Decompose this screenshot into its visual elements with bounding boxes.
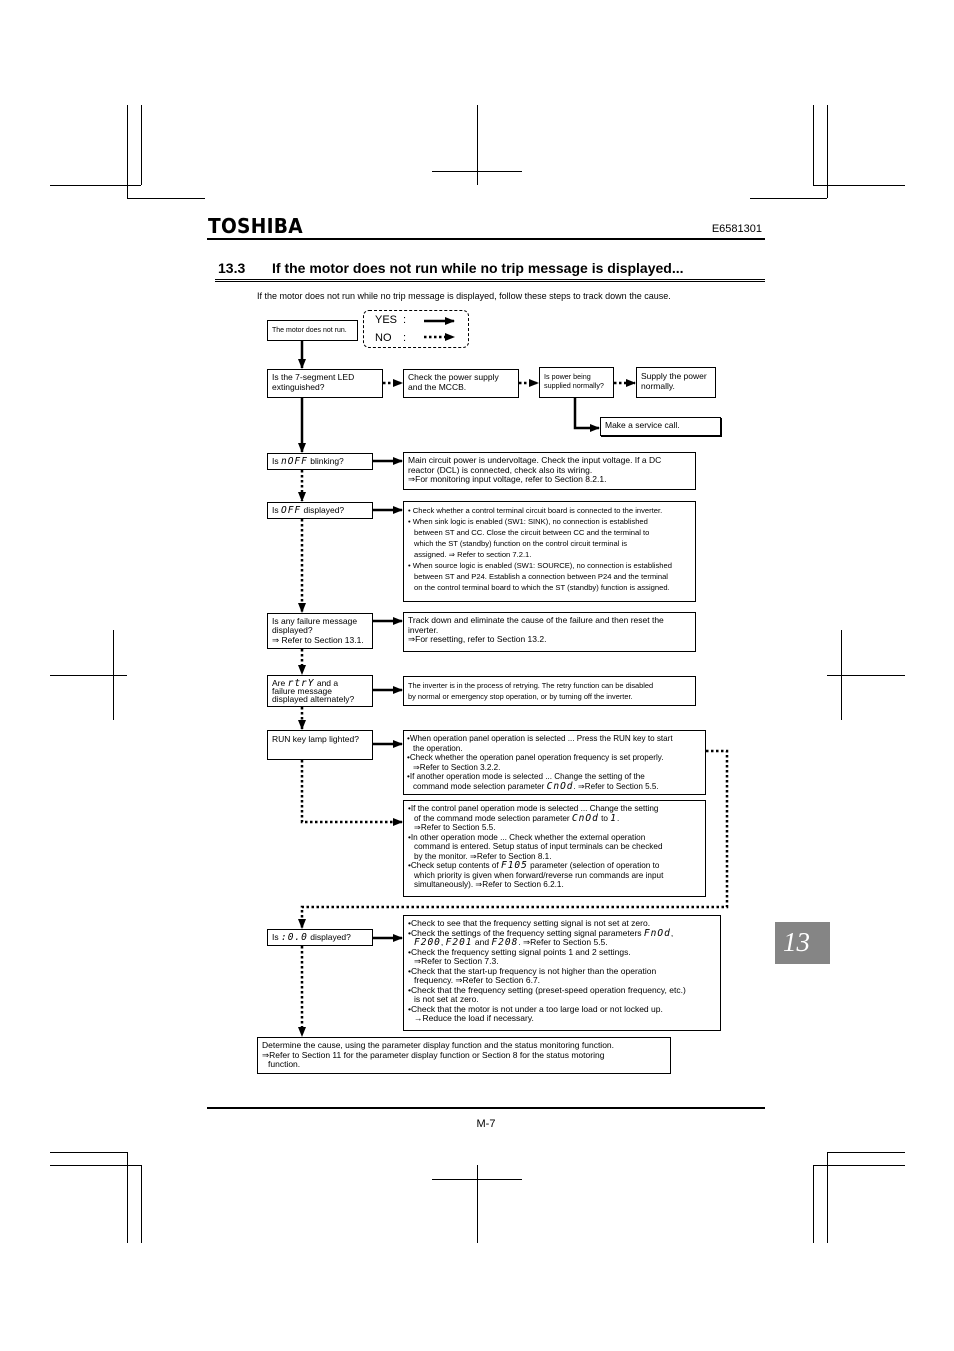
action-eliminate-failure <box>403 612 696 652</box>
crop-mark <box>827 675 905 676</box>
text-line: •Check that the frequency setting (preset-speed operation frequency, etc.) <box>408 984 686 995</box>
legend-yes-label: YES <box>375 314 398 326</box>
toshiba-logo: TOSHIBA <box>208 214 303 238</box>
action-undervoltage <box>403 452 696 490</box>
crop-mark <box>127 1152 128 1243</box>
text-line: •Check the frequency setting signal points 1 and 2 settings. <box>408 946 631 957</box>
decision-led-extinguished <box>267 369 383 398</box>
text-line: Is any failure message <box>272 616 358 626</box>
crop-mark <box>127 198 205 199</box>
action-frequency-checks <box>403 915 721 1031</box>
crop-mark <box>813 105 814 185</box>
service-call-label: Make a service call. <box>605 420 680 430</box>
text-line: frequency. ⇒Refer to Section 6.7. <box>414 975 541 985</box>
legend-no-label: NO <box>375 332 392 344</box>
text-line: between ST and P24. Establish a connection between P24 and the terminal <box>414 572 668 581</box>
text-line: • When source logic is enabled (SW1: SOURCE), no connection is established <box>408 561 672 570</box>
text-line: RUN key lamp lighted? <box>272 734 359 744</box>
action-run-lamp-yes <box>403 730 706 795</box>
lcd-code: F105 <box>500 860 528 871</box>
text-line: command mode selection parameter CnOd. ⇒Refer to Section 5.5. <box>413 780 659 792</box>
crop-mark <box>50 185 141 186</box>
crop-mark <box>813 185 905 186</box>
text-line: failure message <box>272 686 333 697</box>
text-line: •Check that the motor is not under a too large load or not locked up. <box>408 1003 663 1014</box>
text-line: is not set at zero. <box>414 994 479 1004</box>
crop-mark <box>827 1152 905 1153</box>
action-supply-power <box>636 367 716 398</box>
decision-zero-frequency <box>267 929 373 946</box>
footer-rule <box>207 1107 765 1109</box>
text-line: Supply the power <box>641 371 707 381</box>
text-line: command is entered. Setup status of input terminals can be checked <box>414 842 663 851</box>
crop-mark <box>141 1165 142 1243</box>
text-line: • Check whether a control terminal circuit board is connected to the inverter. <box>408 506 663 515</box>
lcd-code: CnOd <box>571 812 599 824</box>
no-arrow-run-to-control-panel <box>302 760 402 822</box>
text-line: Are rtrY and a <box>272 678 339 689</box>
text-line: Main circuit power is undervoltage. Check the input voltage. If a DC <box>408 455 662 465</box>
crop-mark <box>432 171 522 172</box>
action-retry-info <box>403 676 696 706</box>
text-line: simultaneously). ⇒Refer to Section 6.2.1. <box>414 880 564 889</box>
text-line: •Check the settings of the frequency setting signal parameters FnOd, <box>408 927 674 939</box>
crop-mark <box>477 1165 478 1243</box>
text-line: • When sink logic is enabled (SW1: SINK), no connection is established <box>408 517 648 526</box>
lcd-code: F201 <box>445 937 473 948</box>
text-line: •Check to see that the frequency setting signal is not set at zero. <box>408 918 651 928</box>
text-line: function. <box>268 1059 301 1069</box>
crop-mark <box>141 105 142 185</box>
text-line: Track down and eliminate the cause of the failure and then reset the <box>408 615 664 625</box>
text-line: reactor (DCL) is connected, check also its wiring. <box>408 464 593 475</box>
text-line: F200, F201 and F208. ⇒Refer to Section 5.5. <box>414 937 608 948</box>
text-line: on the control terminal board to which the ST (standby) function is assigned. <box>414 583 670 592</box>
text-line: ⇒ Refer to Section 13.1. <box>272 634 364 645</box>
lcd-code: rtrY <box>287 678 315 689</box>
text-line: displayed? <box>272 625 313 636</box>
header-rule <box>207 238 765 240</box>
text-line: by the monitor. ⇒Refer to Section 8.1. <box>414 851 552 861</box>
text-line: ⇒Refer to Section 5.5. <box>414 823 496 832</box>
decision-run-lamp <box>267 730 373 760</box>
lcd-code: OFF <box>280 505 302 516</box>
action-service-call <box>600 417 721 436</box>
text-line: •If the control panel operation mode is selected ... Change the setting <box>408 804 659 813</box>
text-line: •If another operation mode is selected ... Change the setting of the <box>407 772 645 782</box>
text-line: Determine the cause, using the parameter display function and the status monitoring function. <box>262 1040 615 1050</box>
text-line: The inverter is in the process of retrying. The retry function can be disabled <box>408 681 654 690</box>
decision-power-normal <box>539 367 614 398</box>
text-line: and the MCCB. <box>408 381 467 392</box>
legend-no-separator: : <box>403 332 407 344</box>
lcd-code: F200 <box>414 937 441 948</box>
lcd-code: 1 <box>610 812 617 824</box>
text-line: inverter. <box>408 624 439 635</box>
lcd-code: F208 <box>491 937 519 948</box>
crop-mark <box>750 198 827 199</box>
section-intro: If the motor does not run while no trip message is displayed, follow these steps to track down the cause. <box>257 291 671 301</box>
text-line: assigned. ⇒ Refer to section 7.2.1. <box>414 550 532 559</box>
yes-arrow-power-to-service <box>575 398 599 428</box>
lcd-code: CnOd <box>546 780 574 792</box>
crop-mark <box>477 105 478 185</box>
text-line: ⇒For monitoring input voltage, refer to Section 8.2.1. <box>408 474 607 485</box>
decision-noff-blinking <box>267 453 373 470</box>
lcd-code: :0.0 <box>280 932 308 943</box>
text-line: ⇒For resetting, refer to Section 13.2. <box>408 634 547 645</box>
crop-mark <box>827 1152 828 1243</box>
text-line: extinguished? <box>272 381 325 392</box>
lcd-code: nOFF <box>280 456 308 467</box>
text-line: Is power being <box>544 372 591 381</box>
text-line: •In other operation mode ... Check whether the external operation <box>408 832 646 842</box>
text-line: displayed alternately? <box>272 694 355 705</box>
text-line: •When operation panel operation is selected ... Press the RUN key to start <box>407 734 673 743</box>
document-number: E6581301 <box>711 223 762 235</box>
text-line: normally. <box>641 380 675 391</box>
decision-retry-alternating <box>267 675 373 707</box>
text-line: which the ST (standby) function on the control circuit terminal is <box>414 539 628 548</box>
start-box <box>267 320 358 341</box>
crop-mark <box>50 675 127 676</box>
text-line: Check the power supply <box>408 372 499 382</box>
action-standby-terminal <box>403 501 696 602</box>
legend <box>363 310 469 348</box>
text-line: Is OFF displayed? <box>272 505 345 516</box>
text-line: •Check setup contents of F105 parameter (selection of operation to <box>408 860 660 871</box>
legend-yes-separator: : <box>403 314 407 326</box>
text-line: the operation. <box>413 743 463 753</box>
action-determine-cause <box>257 1037 671 1074</box>
chapter-tab <box>775 922 830 964</box>
text-line: ⇒Refer to Section 3.2.2. <box>413 762 501 772</box>
section-title: If the motor does not run while no trip message is displayed... <box>272 260 684 276</box>
action-check-power-supply <box>403 369 519 398</box>
text-line: Is nOFF blinking? <box>272 456 344 467</box>
page-number: M-7 <box>476 1118 496 1130</box>
lcd-code: FnOd <box>643 927 671 939</box>
text-line: between ST and CC. Close the circuit between CC and the terminal to <box>414 528 650 537</box>
crop-mark <box>50 1152 127 1153</box>
text-line: ⇒Refer to Section 11 for the parameter display function or Section 8 for the status motoring <box>262 1049 605 1060</box>
text-line: ⇒Refer to Section 7.3. <box>414 956 499 966</box>
text-line: →Reduce the load if necessary. <box>414 1013 534 1023</box>
crop-mark <box>432 1179 522 1180</box>
section-number: 13.3 <box>218 260 246 276</box>
text-line: Is the 7-segment LED <box>272 372 355 382</box>
chapter-tab-number: 13 <box>783 927 810 957</box>
text-line: of the command mode selection parameter CnOd to 1. <box>414 812 620 824</box>
text-line: •Check whether the operation panel operation frequency is set properly. <box>407 753 664 763</box>
decision-off-displayed <box>267 502 373 519</box>
action-run-lamp-no <box>403 800 706 897</box>
text-line: •Check that the start-up frequency is not higher than the operation <box>408 965 657 976</box>
text-line: which priority is given when forward/reverse run commands are input <box>414 870 664 880</box>
start-label: The motor does not run. <box>272 327 347 334</box>
section-rule <box>215 279 765 282</box>
crop-mark <box>813 1165 814 1243</box>
text-line: Is :0.0 displayed? <box>272 932 351 943</box>
text-line: supplied normally? <box>544 381 604 390</box>
decision-failure-message <box>267 613 373 649</box>
text-line: by normal or emergency stop operation, or by turning off the inverter. <box>408 692 633 701</box>
